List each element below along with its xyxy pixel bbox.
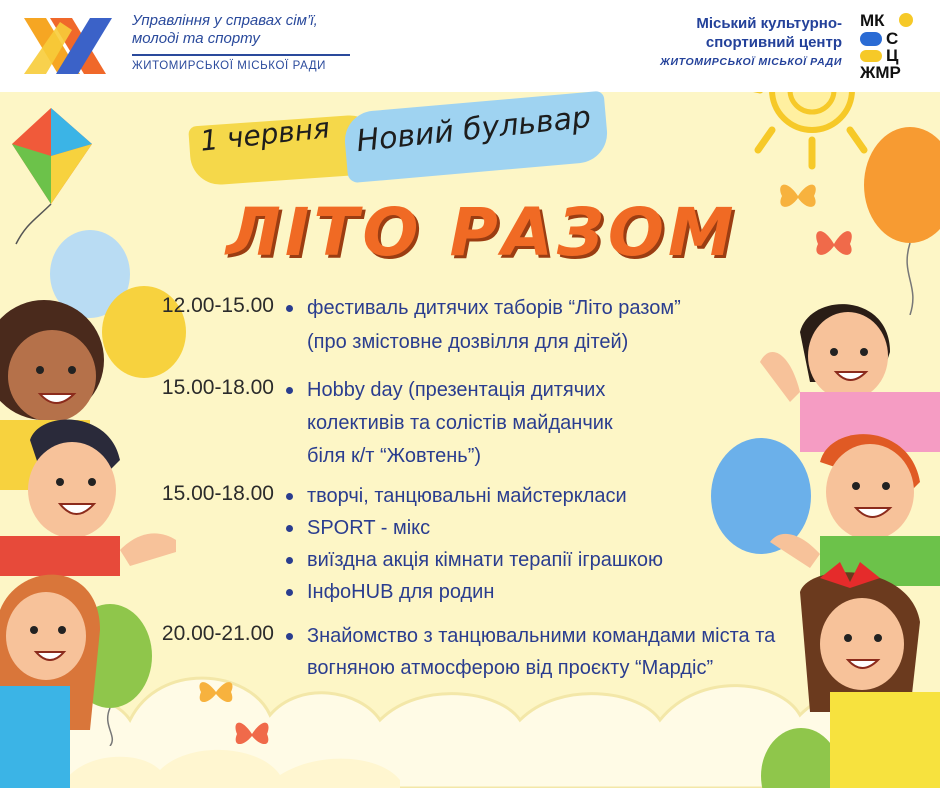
right-org-line3: ЖИТОМИРСЬКОЇ МІСЬКОЇ РАДИ [660, 56, 842, 68]
slot-text: біля к/т “Жовтень”) [307, 445, 482, 467]
logo-letter-s: С [886, 29, 899, 48]
balloon-icon [860, 125, 940, 315]
slot-time: 15.00-18.00 [161, 482, 274, 505]
butterfly-icon [812, 222, 856, 266]
kids-illustration [0, 290, 190, 788]
slot-text: Hobby day (презентація дитячих [307, 379, 606, 401]
slot-text: виїздна акція кімнати терапії іграшкою [307, 549, 664, 571]
event-title: ЛІТО РАЗОМ [226, 194, 738, 271]
bullet-icon [286, 493, 293, 500]
slot-text: SPORT - мікс [307, 517, 431, 539]
right-organization [542, 14, 842, 68]
left-organization [132, 12, 362, 72]
slot-text: творчі, танцювальні майстеркласи [307, 485, 627, 507]
header [0, 0, 940, 92]
bullet-icon [286, 589, 293, 596]
bullet-icon [286, 387, 293, 394]
kids-illustration [740, 292, 940, 788]
divider [132, 54, 350, 56]
logo-blue-shape-icon [860, 32, 882, 46]
logo-yellow-shape-icon [860, 50, 882, 62]
logo-letters-mk: МК [860, 11, 885, 30]
ministry-logo-icon [20, 14, 116, 78]
butterfly-icon [196, 674, 236, 710]
butterfly-icon [776, 176, 820, 216]
slot-time: 12.00-15.00 [161, 294, 274, 317]
sun-icon [740, 80, 870, 170]
bullet-icon [286, 557, 293, 564]
right-org-line2: спортивний центр [705, 34, 842, 51]
slot-text: (про змістовне дозвілля для дітей) [307, 331, 629, 353]
bullet-icon [286, 305, 293, 312]
logo-letters-zhmr: ЖМР [860, 63, 901, 82]
bullet-icon [286, 525, 293, 532]
left-org-line1: Управління у справах сім’ї, [132, 12, 318, 29]
left-org-line3: ЖИТОМИРСЬКОЇ МІСЬКОЇ РАДИ [132, 60, 327, 72]
logo-letter-ts: Ц [886, 46, 899, 65]
butterfly-icon [232, 714, 272, 754]
right-org-line1: Міський культурно- [696, 15, 842, 32]
event-date: 1 червня [198, 111, 332, 158]
slot-time: 15.00-18.00 [161, 376, 274, 399]
mksc-logo [858, 10, 918, 82]
slot-time: 20.00-21.00 [161, 622, 274, 645]
left-org-line2: молоді та спорту [132, 30, 260, 47]
slot-text: Знайомство з танцювальними командами міста та [307, 625, 776, 647]
slot-text: вогняною атмосферою від проєкту “Мардіс” [307, 657, 714, 679]
logo-yellow-dot-icon [898, 12, 914, 28]
slot-text: фестиваль дитячих таборів “Літо разом” [307, 297, 681, 319]
bullet-icon [286, 633, 293, 640]
event-place: Новий бульвар [354, 99, 593, 160]
slot-text: колективів та солістів майданчик [307, 412, 613, 434]
slot-text: ІнфоHUB для родин [307, 581, 495, 603]
